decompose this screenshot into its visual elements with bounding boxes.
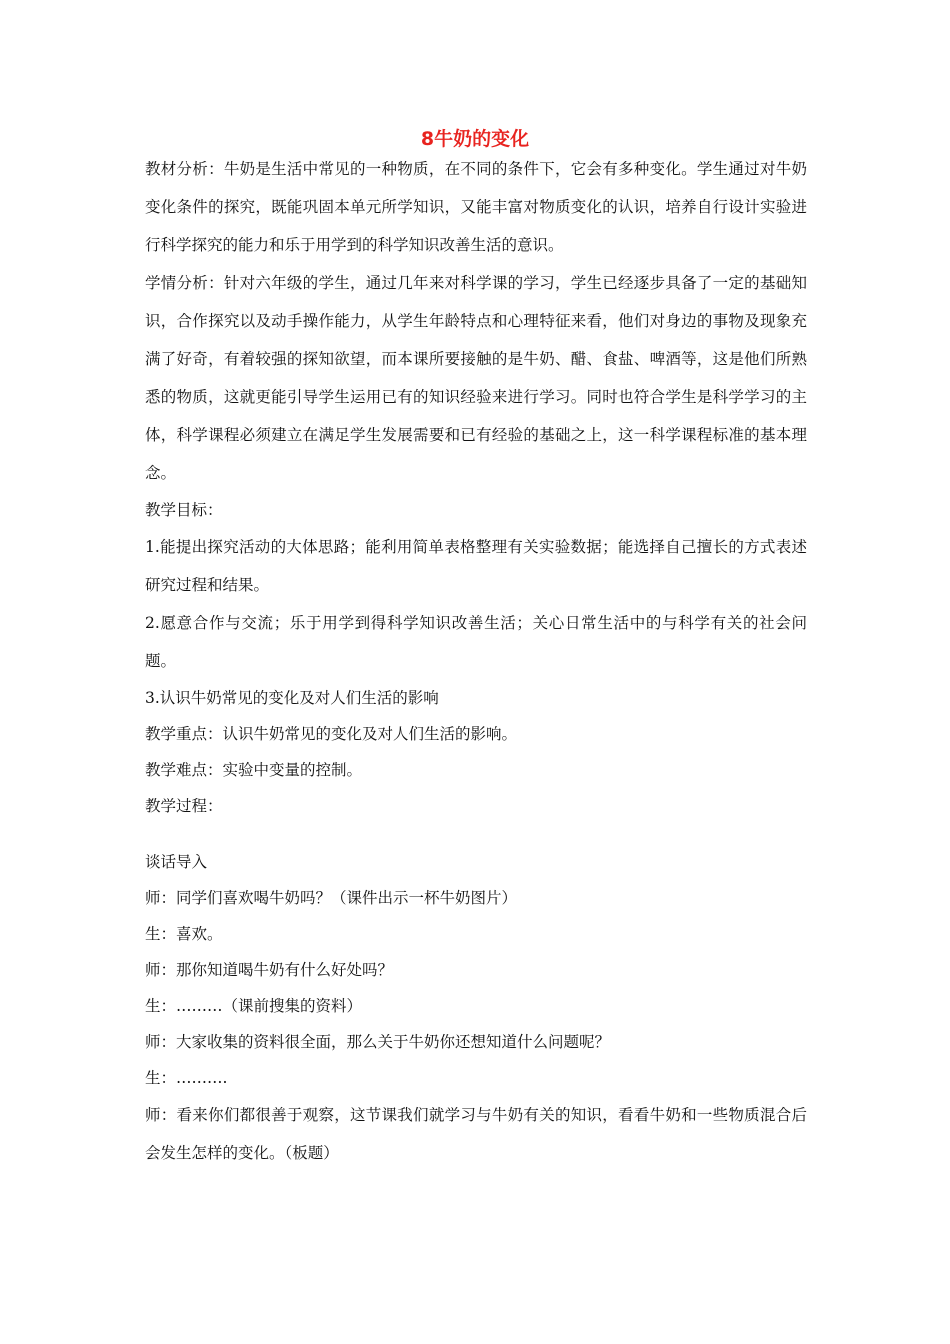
teaching-goal-3: 3.认识牛奶常见的变化及对人们生活的影响 xyxy=(145,689,439,707)
teaching-key-point: 教学重点：认识牛奶常见的变化及对人们生活的影响。 xyxy=(145,725,518,743)
document-body xyxy=(145,150,807,1172)
textbook-analysis-paragraph: 教材分析：牛奶是生活中常见的一种物质，在不同的条件下，它会有多种变化。学生通过对牛奶变化条件的探究，既能巩固本单元所学知识，又能丰富对物质变化的认识，培养自行设计实验进行科学探究的能力和乐于用学到的科学知识改善生活的意识。 xyxy=(145,160,807,254)
dialogue-line: 师：看来你们都很善于观察，这节课我们就学习与牛奶有关的知识，看看牛奶和一些物质混合后会发生怎样的变化。（板题） xyxy=(145,1106,807,1162)
teaching-process-heading: 教学过程： xyxy=(145,797,223,815)
intro-section-heading: 谈话导入 xyxy=(145,853,208,871)
dialogue-line: 师：大家收集的资料很全面，那么关于牛奶你还想知道什么问题呢？ xyxy=(145,1033,611,1051)
dialogue-line: 生：………（课前搜集的资料） xyxy=(145,997,363,1015)
teaching-goal-1: 1.能提出探究活动的大体思路；能利用简单表格整理有关实验数据；能选择自己擅长的方式表述研究过程和结果。 xyxy=(145,538,807,594)
blank-line xyxy=(145,824,807,844)
document-title: 8牛奶的变化 xyxy=(420,128,530,150)
dialogue-line: 生：………. xyxy=(145,1069,228,1087)
dialogue-line: 师：同学们喜欢喝牛奶吗？（课件出示一杯牛奶图片） xyxy=(145,889,518,907)
dialogue-line: 生：喜欢。 xyxy=(145,925,223,943)
learner-analysis-paragraph: 学情分析：针对六年级的学生，通过几年来对科学课的学习，学生已经逐步具备了一定的基础知识，合作探究以及动手操作能力，从学生年龄特点和心理特征来看，他们对身边的事物及现象充满了好奇，有着较强的探知欲望，而本课所要接触的是牛奶、醋、食盐、啤酒等，这是他们所熟悉的物质，这就更能引导学生运用已有的知识经验来进行学习。同时也符合学生是科学学习的主体，科学课程必须建立在满足学生发展需要和已有经验的基础之上，这一科学课程标准的基本理念。 xyxy=(145,274,807,482)
teaching-goal-2: 2.愿意合作与交流；乐于用学到得科学知识改善生活；关心日常生活中的与科学有关的社会问题。 xyxy=(145,614,807,670)
dialogue-line: 师：那你知道喝牛奶有什么好处吗？ xyxy=(145,961,394,979)
teaching-difficulty: 教学难点：实验中变量的控制。 xyxy=(145,761,363,779)
teaching-goals-heading: 教学目标： xyxy=(145,501,223,519)
